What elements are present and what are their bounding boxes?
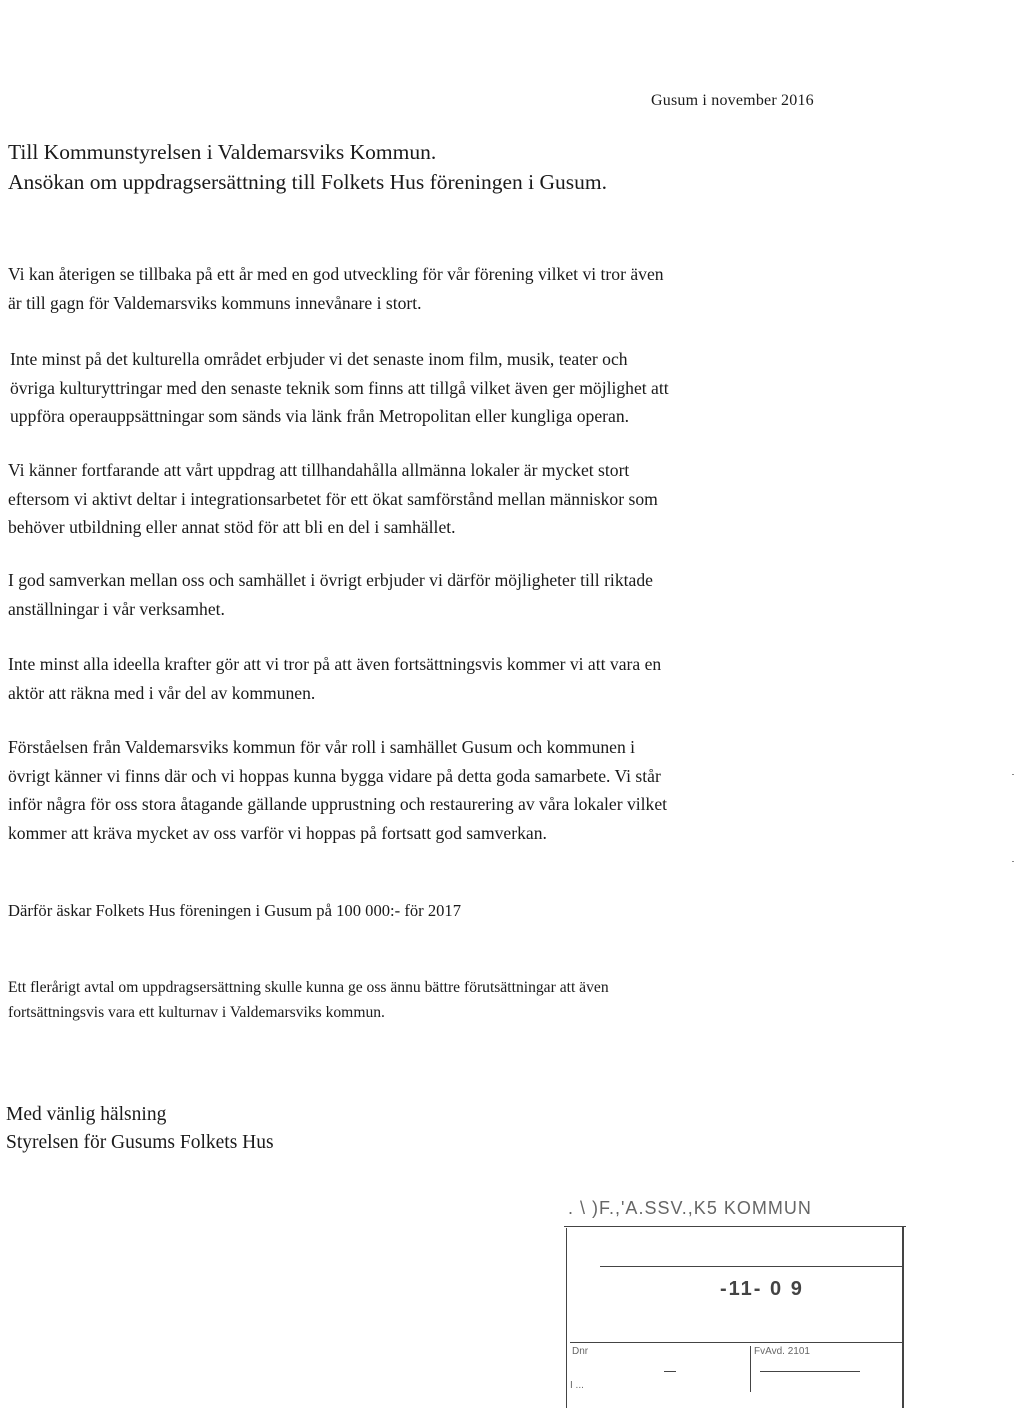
text-line: Därför äskar Folkets Hus föreningen i Gusum på 100 000:- för 2017 (8, 901, 462, 920)
stamp-border (760, 1371, 860, 1372)
date-line: Gusum i november 2016 (651, 92, 814, 109)
text-line: aktör att räkna med i vår del av kommunen. (8, 682, 316, 703)
text-line: Vi känner fortfarande att vårt uppdrag att tillhandahålla allmänna lokaler är mycket stort (8, 460, 630, 480)
stamp-field-department: FvAvd. 2101 (754, 1346, 810, 1357)
paragraph-volunteers (8, 650, 661, 707)
text-line: eftersom vi aktivt deltar i integrationsarbetet för ett ökat samförstånd mellan människor som (8, 488, 658, 509)
stamp-title: . \ )F.,'A.SSV.,K5 KOMMUN (568, 1198, 812, 1218)
stamp-border (664, 1371, 676, 1372)
stamp-field-bottom: I ... (570, 1380, 584, 1391)
text-line: Ett flerårigt avtal om uppdragsersättning skulle kunna ge oss ännu bättre förutsättningar att även (8, 979, 609, 996)
text-line: är till gagn för Valdemarsviks kommuns innevånare i stort. (8, 292, 422, 313)
signature-block (6, 1101, 274, 1157)
paragraph-cooperation (8, 733, 667, 847)
text-line: Inte minst alla ideella krafter gör att vi tror på att även fortsättningsvis kommer vi att vara en (8, 654, 662, 674)
text-line: övriga kulturyttringar med den senaste teknik som finns att tillgå vilket även ger möjlighet att (10, 377, 669, 398)
stamp-field-reference: Dnr (572, 1346, 589, 1357)
text-line: Förståelsen från Valdemarsviks kommun för vår roll i samhället Gusum och kommunen i (8, 737, 636, 757)
text-line: inför några för oss stora åtagande gällande upprustning och restaurering av våra lokaler vilket (8, 794, 668, 814)
subject-line: Ansökan om uppdragsersättning till Folkets Hus föreningen i Gusum. (8, 170, 607, 194)
text-line: I god samverkan mellan oss och samhället i övrigt erbjuder vi därför möjligheter till riktade (8, 570, 653, 590)
text-line: anställningar i vår verksamhet. (8, 598, 225, 619)
stamp-border (750, 1346, 751, 1392)
scan-speck (1012, 861, 1014, 862)
closing-sender: Styrelsen för Gusums Folkets Hus (6, 1132, 274, 1153)
stamp-date: -11- 0 9 (720, 1278, 804, 1300)
text-line: övrigt känner vi finns där och vi hoppas kunna bygga vidare på detta goda samarbete. Vi står (8, 765, 661, 786)
text-line: fortsättningsvis vara ett kulturnav i Valdemarsviks kommun. (8, 1004, 385, 1021)
recipient-line: Till Kommunstyrelsen i Valdemarsviks Kommun. (8, 140, 437, 164)
received-stamp (560, 1190, 910, 1412)
stamp-border (600, 1266, 902, 1267)
paragraph-mission (8, 456, 658, 542)
text-line: Inte minst på det kulturella området erbjuder vi det senaste inom film, musik, teater och (10, 349, 628, 369)
stamp-border (570, 1342, 902, 1343)
text-line: kommer att kräva mycket av oss varför vi hoppas på fortsatt god samverkan. (8, 822, 547, 843)
paragraph-request (8, 897, 461, 926)
paragraph-review (8, 260, 664, 317)
stamp-border (902, 1226, 904, 1408)
stamp-border (564, 1226, 906, 1227)
text-line: behöver utbildning eller annat stöd för att bli en del i samhället. (8, 517, 456, 537)
paragraph-culture (10, 345, 669, 431)
closing-greeting: Med vänlig hälsning (6, 1104, 167, 1125)
text-line: uppföra operauppsättningar som sänds via länk från Metropolitan eller kungliga operan. (10, 406, 630, 426)
stamp-border (566, 1228, 567, 1408)
text-line: Vi kan återigen se tillbaka på ett år med en god utveckling för vår förening vilket vi tror även (8, 264, 664, 284)
paragraph-employment (8, 566, 653, 623)
paragraph-agreement (8, 975, 609, 1025)
scan-speck (1012, 774, 1014, 775)
